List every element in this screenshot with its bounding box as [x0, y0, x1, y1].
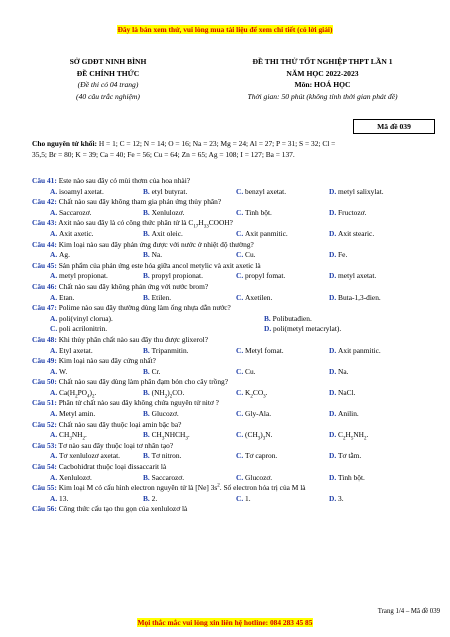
question-56 [32, 504, 442, 515]
question-43: Câu 43: Axit nào sau đây là có công thức phân tử là $C_{17}H_{33}COOH$? [32, 218, 233, 230]
question-text: Tơ nào sau đây thuộc loại tơ nhân tạo? [56, 440, 174, 450]
department-name: SỞ GDĐT NINH BÌNH [69, 57, 147, 66]
option-d: D. Tinh bột. [329, 472, 365, 482]
question-text: Axit nào sau đây là có công thức phân tử là C [56, 218, 194, 228]
option-c: C. 1. [236, 493, 251, 503]
option-a: A. Tơ xenlulozơ axetat. [50, 451, 121, 461]
question-number: Câu 44: [32, 239, 57, 249]
option-a: A. isoamyl axetat. [50, 186, 104, 196]
question-54 [32, 462, 442, 473]
option-b: B. Etilen. [143, 292, 172, 302]
question-number: Câu 42: [32, 197, 57, 207]
question-number: Câu 52: [32, 419, 57, 429]
option-d: D. 3. [329, 493, 344, 503]
atomic-masses [32, 138, 442, 160]
option-a: A. Ag. [50, 250, 70, 260]
options-47-cd [32, 324, 442, 335]
question-number: Câu 48: [32, 334, 57, 344]
option-b: B. Tripanmitin. [143, 345, 189, 355]
option-a: A. Metyl amin. [50, 409, 96, 419]
question-50 [32, 377, 442, 388]
option-a: A. Etan. [50, 292, 75, 302]
question-53 [32, 441, 442, 452]
options-55 [32, 494, 442, 505]
question-41 [32, 176, 442, 187]
option-c: C. Metyl fomat. [236, 345, 284, 355]
options-43 [32, 229, 442, 240]
option-d: D. Axit stearic. [329, 228, 375, 238]
option-c: C. Tinh bột. [236, 207, 272, 217]
question-number: Câu 54: [32, 462, 57, 472]
atomic-masses-line1: H = 1; C = 12; N = 14; O = 16; Na = 23; Mg = 24; Al = 27; P = 31; S = 32; Cl = [97, 139, 336, 148]
question-number: Câu 51: [32, 398, 57, 408]
question-47 [32, 303, 442, 314]
question-number: Câu 45: [32, 260, 57, 270]
question-number: Câu 49: [32, 356, 57, 366]
option-c: C. benzyl axetat. [236, 186, 287, 196]
hotline-banner-text: Mọi thắc mắc vui lòng xin liên hệ hotline: 084 283 45 85 [137, 618, 313, 627]
atomic-masses-line2: 35,5; Br = 80; K = 39; Ca = 40; Fe = 56; Cu = 64; Zn = 65; Ag = 108; I = 127; Ba = 137. [32, 150, 295, 159]
option-a: A. $Ca(H_2PO_4)_2$. [50, 387, 97, 400]
option-d: D. metyl salixylat. [329, 186, 384, 196]
exam-code-box: Mã đề 039 [353, 119, 435, 134]
question-number: Câu 56: [32, 504, 57, 514]
question-text: Sản phẩm của phản ứng este hóa giữa ancol metylic và axit axetic là [56, 260, 261, 270]
option-c: C. Cu. [236, 366, 256, 376]
question-text: Chất nào sau đây dùng làm phân đạm bón cho cây trồng? [56, 377, 229, 387]
options-42 [32, 208, 442, 219]
option-c: C. Gly-Ala. [236, 409, 272, 419]
options-45 [32, 271, 442, 282]
options-41 [32, 187, 442, 198]
question-text: Công thức cấu tạo thu gọn của xenlulozơ là [56, 504, 188, 514]
option-c: C. poli acrilonitrin. [50, 324, 108, 334]
question-text: Kim loại nào sau đây cứng nhất? [56, 356, 156, 366]
question-count-note: (40 câu trắc nghiệm) [76, 91, 140, 101]
option-c: C. $K_2CO_3$. [236, 387, 268, 400]
question-number: Câu 50: [32, 377, 57, 387]
question-text: Polime nào sau đây thường dùng làm ống nhựa dẫn nước? [56, 303, 231, 313]
page-footer: Trang 1/4 – Mã đề 039 [377, 608, 440, 615]
question-48 [32, 335, 442, 346]
option-a: A. Axit axetic. [50, 228, 94, 238]
option-c: C. $(CH_3)_3N$. [236, 430, 273, 442]
option-a: A. W. [50, 366, 68, 376]
option-d: D. Buta-1,3-đien. [329, 292, 381, 302]
question-number: Câu 53: [32, 440, 57, 450]
option-b: B. Tơ nitron. [143, 451, 182, 461]
option-b: B. Cr. [143, 366, 161, 376]
options-49 [32, 367, 442, 378]
option-d: D. NaCl. [329, 387, 356, 397]
question-text: Kim loại nào sau đây phản ứng được với nước ở nhiệt độ thường? [56, 239, 254, 249]
preview-banner [0, 25, 450, 34]
option-b: B. Glucozơ. [143, 409, 179, 419]
option-c: C. Axetilen. [236, 292, 273, 302]
page-count-note: (Đề thi có 04 trang) [77, 80, 139, 90]
option-d: D. poli(metyl metacrylat). [264, 324, 342, 334]
option-b: B. Polibutađien. [264, 313, 312, 323]
atomic-masses-label: Cho nguyên tử khối: [32, 139, 98, 148]
option-c: C. Glucozơ. [236, 472, 273, 482]
question-number: Câu 46: [32, 281, 57, 291]
options-50 [32, 388, 442, 399]
option-d: D. Anilin. [329, 409, 359, 419]
option-b: B. Na. [143, 250, 163, 260]
option-d: D. $C_2H_5NH_2$. [329, 430, 369, 442]
options-53 [32, 451, 442, 462]
question-text: Cacbohiđrat thuộc loại đissaccarit là [56, 462, 167, 472]
option-d: D. Fructozơ. [329, 207, 367, 217]
question-number: Câu 47: [32, 303, 57, 313]
question-text: Chất nào sau đây không phản ứng với nước brom? [56, 281, 209, 291]
option-a: A. Etyl axetat. [50, 345, 93, 355]
question-text: Chất nào sau đây thuộc loại amin bậc ba? [56, 419, 182, 429]
question-42 [32, 197, 442, 208]
question-text: Khi thủy phân chất nào sau đây thu được glixerol? [56, 334, 209, 344]
option-c: C. Cu. [236, 250, 256, 260]
option-a: A. metyl propionat. [50, 271, 108, 281]
question-45 [32, 261, 442, 272]
question-number: Câu 41: [32, 176, 57, 185]
options-46 [32, 293, 442, 304]
option-a: A. 13. [50, 493, 69, 503]
question-number: Câu 55: [32, 483, 57, 493]
options-51 [32, 409, 442, 420]
option-d: D. Na. [329, 366, 349, 376]
option-a: A. Xenlulozơ. [50, 472, 92, 482]
question-text: Phân tử chất nào sau đây không chứa nguyên tử nitơ ? [56, 398, 219, 408]
option-c: C. Tơ capron. [236, 451, 278, 461]
question-44 [32, 240, 442, 251]
option-d: D. metyl axetat. [329, 271, 377, 281]
option-b: B. Axit oleic. [143, 228, 183, 238]
option-a: A. $CH_3NH_2$. [50, 430, 87, 442]
options-48 [32, 346, 442, 357]
option-b: B. Xenlulozơ. [143, 207, 185, 217]
question-51 [32, 398, 442, 409]
option-a: A. poli(vinyl clorua). [50, 313, 113, 323]
option-d: D. Tơ tằm. [329, 451, 362, 461]
question-number: Câu 43: [32, 218, 57, 228]
question-list [32, 176, 442, 515]
option-b: B. $CH_3NHCH_3$. [143, 430, 190, 442]
question-55: Câu 55: Kim loại M có cấu hình electron nguyên tử là [Ne] $3s^2$. Số electron hóa trị của M là [32, 483, 306, 493]
options-54 [32, 473, 442, 484]
option-a: A. Saccarozơ. [50, 207, 92, 217]
hotline-banner [0, 618, 450, 627]
question-text: Kim loại M có cấu hình electron nguyên tử là [Ne] 3s [56, 483, 218, 493]
option-d: D. Axit panmitic. [329, 345, 381, 355]
preview-banner-text: Đây là bản xem thử, vui lòng mua tài liệu để xem chi tiết (có lời giải) [117, 25, 333, 34]
option-b: B. $(NH_2)_2CO$. [143, 387, 185, 400]
time-note: Thời gian: 50 phút (không tính thời gian phát đề) [247, 91, 398, 101]
header-left [28, 56, 188, 102]
options-47-ab [32, 314, 442, 325]
option-b: B. propyl propionat. [143, 271, 203, 281]
question-text: Este nào sau đây có mùi thơm của hoa nhài? [56, 176, 191, 185]
question-49 [32, 356, 442, 367]
options-52 [32, 430, 442, 441]
official-label: ĐỀ CHÍNH THỨC [76, 68, 140, 78]
exam-title: ĐỀ THI THỬ TỐT NGHIỆP THPT LẦN 1 [252, 57, 393, 66]
option-c: C. Axit panmitic. [236, 228, 288, 238]
subject: Môn: HOÁ HỌC [294, 80, 351, 90]
option-b: B. 2. [143, 493, 158, 503]
options-44 [32, 250, 442, 261]
question-46 [32, 282, 442, 293]
option-c: C. propyl fomat. [236, 271, 286, 281]
question-52 [32, 420, 442, 431]
option-d: D. Fe. [329, 250, 348, 260]
option-b: B. Saccarozơ. [143, 472, 185, 482]
option-b: B. etyl butyrat. [143, 186, 188, 196]
question-text: Chất nào sau đây không tham gia phản ứng thủy phân? [56, 197, 222, 207]
header-right [205, 56, 440, 102]
school-year: NĂM HỌC 2022-2023 [286, 68, 359, 78]
